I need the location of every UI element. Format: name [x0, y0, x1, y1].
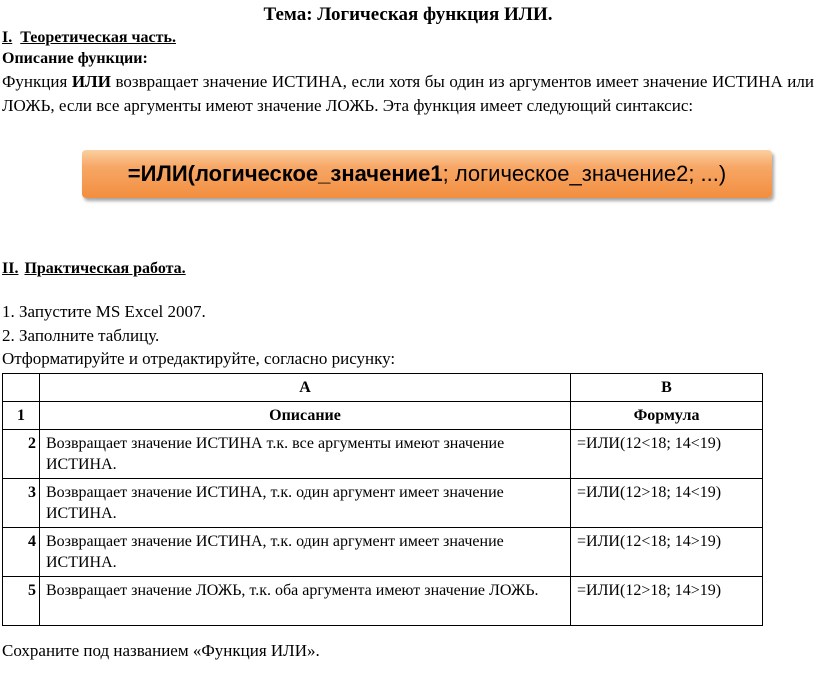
step-3: Отформатируйте и отредактируйте, согласно рисунку:: [2, 349, 396, 368]
row-number: 1: [3, 402, 40, 430]
column-letter-a: A: [40, 374, 571, 402]
row-description: Возвращает значение ИСТИНА, т.к. один аргумент имеет значение ИСТИНА.: [40, 479, 571, 528]
row-description: Возвращает значение ЛОЖЬ, т.к. оба аргумента имеют значение ЛОЖЬ.: [40, 577, 571, 626]
section-1-label: Теоретическая часть.: [20, 29, 176, 46]
row-number: 4: [3, 528, 40, 577]
section-2-heading: [2, 260, 186, 278]
syntax-box: [82, 150, 772, 198]
table-row: [3, 430, 763, 479]
row-number: 2: [3, 430, 40, 479]
row-number: 3: [3, 479, 40, 528]
description-keyword: ИЛИ: [71, 72, 111, 91]
syntax-bold: =ИЛИ(логическое_значение1: [127, 161, 443, 186]
table-header-row: [3, 402, 763, 430]
row-formula: =ИЛИ(12<18; 14>19): [571, 528, 763, 577]
section-1-number: I.: [2, 29, 13, 46]
save-instruction: Сохраните под названием «Функция ИЛИ».: [2, 641, 320, 660]
header-formula: Формула: [571, 402, 763, 430]
table-row: [3, 479, 763, 528]
description-text: возвращает значение ИСТИНА, если хотя бы один из аргументов имеет значение ИСТИНА или ЛОЖЬ, если все аргументы имеют значение ЛОЖЬ. Эта функция имеет следующий синтаксис:: [2, 72, 814, 115]
step-1: 1. Запустите MS Excel 2007.: [2, 302, 206, 321]
header-description: Описание: [40, 402, 571, 430]
column-letter-b: B: [571, 374, 763, 402]
table-corner-cell: [3, 374, 40, 402]
page-title: Тема: Логическая функция ИЛИ.: [263, 4, 553, 25]
table-column-letters-row: [3, 374, 763, 402]
row-formula: =ИЛИ(12>18; 14<19): [571, 479, 763, 528]
example-table: [2, 373, 763, 626]
step-2: 2. Заполните таблицу.: [2, 326, 160, 345]
table-row: [3, 528, 763, 577]
function-description: [2, 70, 814, 118]
row-number: 5: [3, 577, 40, 626]
section-1-heading: [2, 29, 176, 47]
table-row: [3, 577, 763, 626]
section-2-label: Практическая работа.: [24, 260, 186, 277]
row-description: Возвращает значение ИСТИНА т.к. все аргументы имеют значение ИСТИНА.: [40, 430, 571, 479]
row-formula: =ИЛИ(12>18; 14>19): [571, 577, 763, 626]
section-2-number: II.: [2, 260, 19, 277]
row-description: Возвращает значение ИСТИНА, т.к. один аргумент имеет значение ИСТИНА.: [40, 528, 571, 577]
row-formula: =ИЛИ(12<18; 14<19): [571, 430, 763, 479]
syntax-rest: ; логическое_значение2; ...): [442, 161, 727, 186]
function-description-heading: Описание функции:: [2, 50, 148, 67]
description-prefix: Функция: [2, 72, 72, 91]
